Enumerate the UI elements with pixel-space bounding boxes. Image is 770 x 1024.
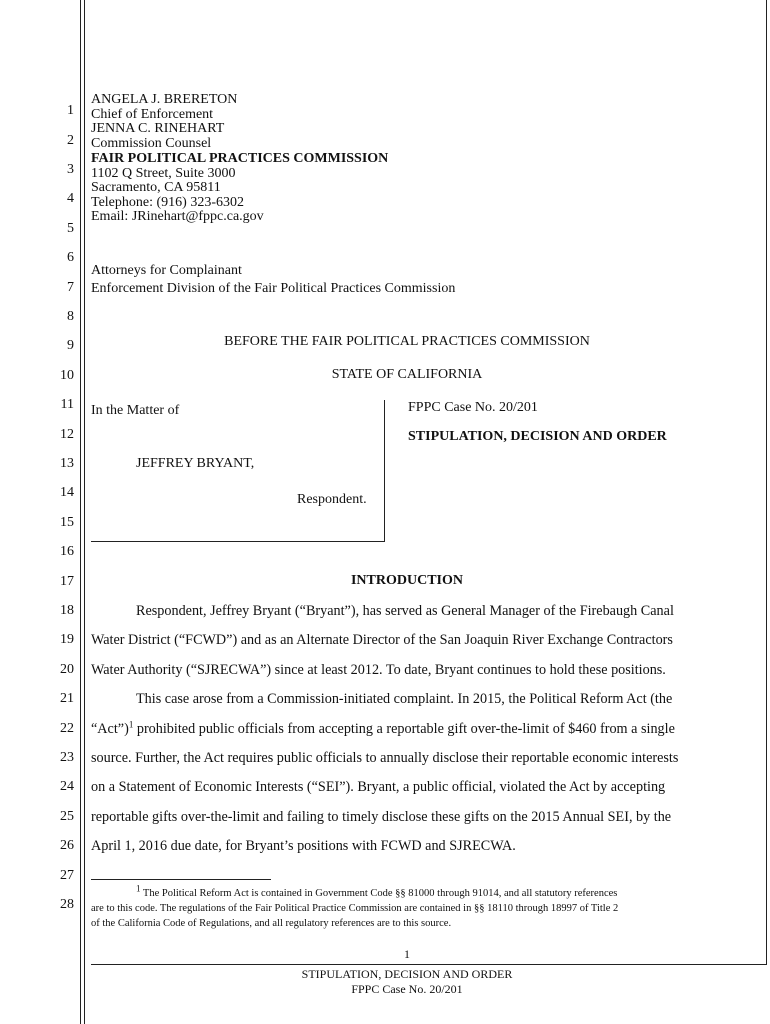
- telephone: Telephone: (916) 323-6302: [91, 195, 244, 210]
- footnote-text: are to this code. The regulations of the Fair Political Practice Commission are contained in §§ 18110 through 18997 of Title 2: [91, 903, 619, 914]
- section-heading: INTRODUCTION: [350, 573, 463, 588]
- caption-divider: [384, 400, 385, 541]
- line-number: 7: [67, 280, 74, 295]
- body-line: Water District (“FCWD”) and as an Alternate Director of the San Joaquin River Exchange Contractors: [91, 632, 673, 648]
- line-number: 11: [60, 397, 74, 412]
- line-number: 28: [60, 897, 74, 912]
- caption-bottom-rule: [91, 541, 385, 542]
- line-number: 19: [60, 632, 74, 647]
- counsel-title: Chief of Enforcement: [91, 107, 214, 122]
- line-number: 6: [67, 250, 74, 265]
- line-number: 22: [60, 721, 74, 736]
- body-line: April 1, 2016 due date, for Bryant’s positions with FCWD and SJRECWA.: [91, 838, 516, 854]
- line-number: 9: [67, 338, 74, 353]
- body-text: prohibited public officials from accepting a reportable gift over-the-limit of $460 from a single: [133, 721, 675, 737]
- footnote: [91, 883, 726, 931]
- footer-case-number: FPPC Case No. 20/201: [351, 982, 463, 996]
- line-number: 12: [60, 427, 74, 442]
- line-number: 3: [67, 162, 74, 177]
- act-abbrev: “Act”): [91, 721, 129, 737]
- line-number: 18: [60, 603, 74, 618]
- line-number: 20: [60, 662, 74, 677]
- body-line: reportable gifts over-the-limit and failing to timely disclose these gifts on the 2015 Annual SEI, by the: [91, 809, 672, 825]
- document-title: STIPULATION, DECISION AND ORDER: [408, 429, 667, 444]
- body-line: This case arose from a Commission-initiated complaint. In 2015, the Political Reform Act (the: [136, 691, 673, 707]
- court-name: BEFORE THE FAIR POLITICAL PRACTICES COMMISSION: [224, 334, 590, 349]
- line-number: 5: [67, 221, 74, 236]
- right-margin-rule: [766, 0, 767, 965]
- counsel-title: Commission Counsel: [91, 136, 212, 151]
- line-number: 1: [67, 103, 74, 118]
- body-line: [91, 721, 675, 737]
- party-name: JEFFREY BRYANT,: [136, 456, 255, 471]
- footnote-separator: [91, 879, 271, 880]
- line-number: 10: [60, 368, 74, 383]
- footnote-ref[interactable]: 1: [128, 719, 134, 730]
- line-number: 15: [60, 515, 74, 530]
- line-number: 21: [60, 691, 74, 706]
- street-address: 1102 Q Street, Suite 3000: [91, 166, 236, 181]
- line-number: 8: [67, 309, 74, 324]
- page-number: 1: [404, 947, 410, 961]
- left-margin-rule-inner: [84, 0, 85, 1024]
- matter-label: In the Matter of: [91, 403, 180, 418]
- line-number: 17: [60, 574, 74, 589]
- line-number: 13: [60, 456, 74, 471]
- counsel-name: ANGELA J. BRERETON: [91, 92, 238, 107]
- left-margin-rule: [80, 0, 81, 1024]
- line-number: 14: [60, 485, 74, 500]
- line-number: 4: [67, 191, 74, 206]
- line-number: 23: [60, 750, 74, 765]
- court-state: STATE OF CALIFORNIA: [331, 367, 483, 382]
- body-line: Respondent, Jeffrey Bryant (“Bryant”), has served as General Manager of the Firebaugh Canal: [136, 603, 674, 619]
- body-line: Water Authority (“SJRECWA”) since at least 2012. To date, Bryant continues to hold these positions.: [91, 662, 666, 678]
- case-number: FPPC Case No. 20/201: [408, 400, 538, 415]
- attorneys-for-division: Enforcement Division of the Fair Political Practices Commission: [91, 281, 456, 296]
- attorneys-for: Attorneys for Complainant: [91, 263, 242, 278]
- counsel-name: JENNA C. RINEHART: [91, 121, 225, 136]
- line-number: 26: [60, 838, 74, 853]
- party-role: Respondent.: [297, 492, 367, 507]
- line-number: 25: [60, 809, 74, 824]
- line-number: 16: [60, 544, 74, 559]
- body-line: source. Further, the Act requires public officials to annually disclose their reportable economic interests: [91, 750, 679, 766]
- line-number: 27: [60, 868, 74, 883]
- footnote-marker: 1: [136, 883, 141, 894]
- email: Email: JRinehart@fppc.ca.gov: [91, 209, 264, 224]
- footer-title: STIPULATION, DECISION AND ORDER: [301, 967, 513, 981]
- line-number: 24: [60, 779, 74, 794]
- organization-name: FAIR POLITICAL PRACTICES COMMISSION: [91, 151, 389, 166]
- footnote-text: of the California Code of Regulations, and all regulatory references are to this source.: [91, 918, 452, 929]
- line-number: 2: [67, 133, 74, 148]
- footer-rule: [91, 964, 766, 965]
- footnote-text: The Political Reform Act is contained in Government Code §§ 81000 through 91014, and all statutory references: [140, 888, 618, 899]
- body-line: on a Statement of Economic Interests (“SEI”). Bryant, a public official, violated the Act by accepting: [91, 779, 666, 795]
- city-address: Sacramento, CA 95811: [91, 180, 221, 195]
